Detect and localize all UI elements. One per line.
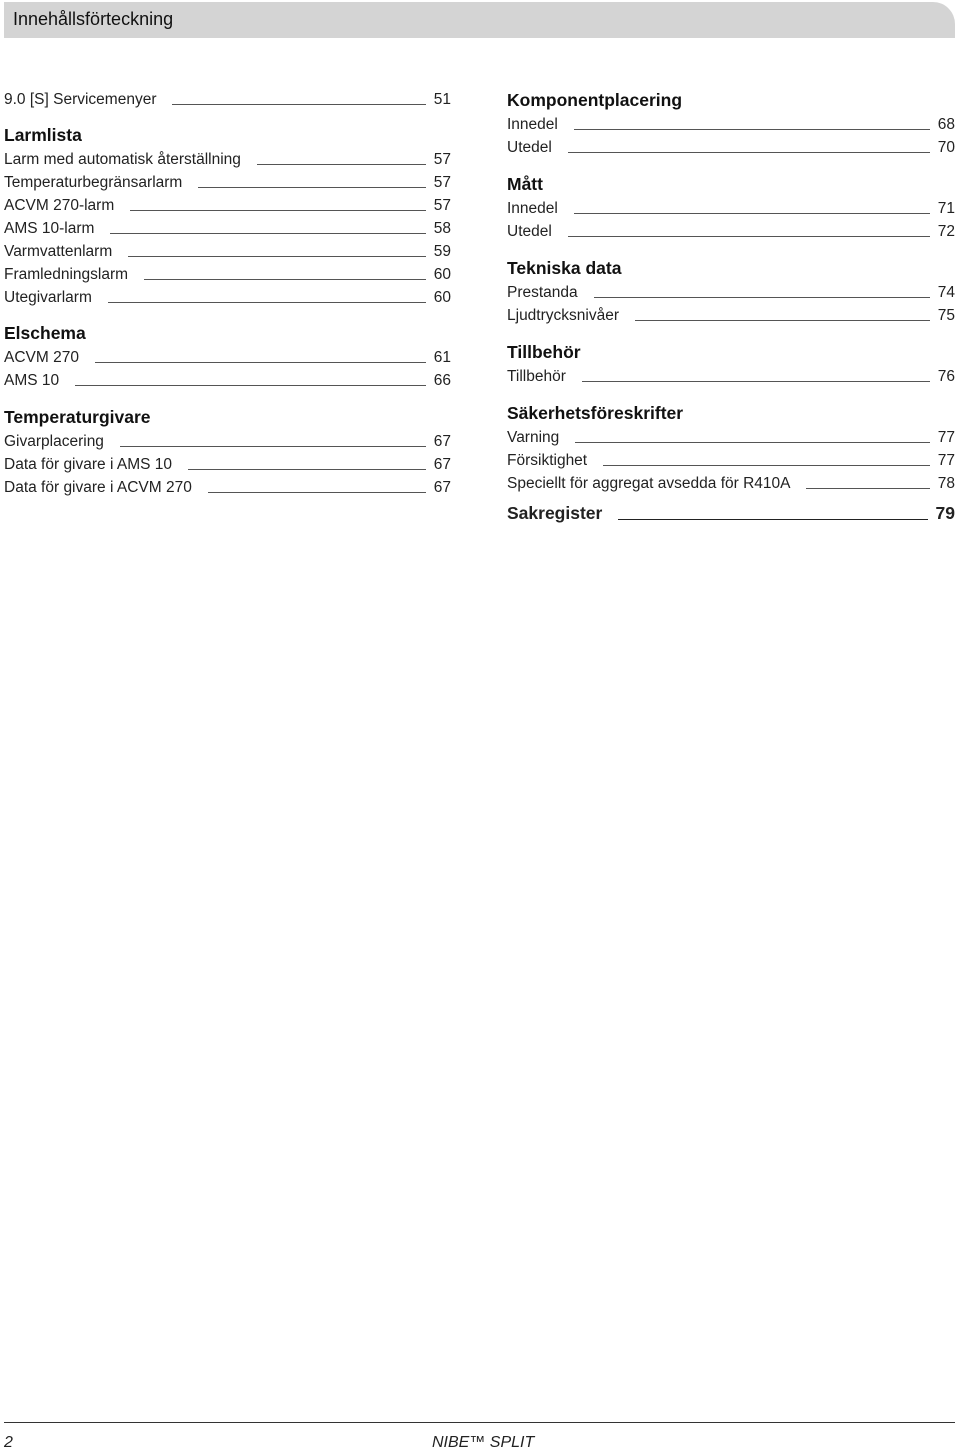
toc-entry-label: Utedel [507,223,552,240]
toc-entry-label: Prestanda [507,284,578,301]
leader-line [128,256,426,257]
section-heading: Elschema [4,323,86,343]
toc-entry-label: Utegivarlarm [4,289,92,306]
page-title: Innehållsförteckning [13,9,174,29]
toc-entry-page: 74 [937,284,955,301]
leader-line [130,210,426,211]
toc-entry-label: Utedel [507,139,552,156]
leader-line [172,104,425,105]
toc-entry[interactable] [507,282,955,302]
toc-entry-page: 68 [937,116,955,133]
toc-entry-label: AMS 10 [4,372,60,389]
leader-line [110,233,425,234]
footer-page-number: 2 [4,1434,13,1451]
toc-entry-page: 76 [937,368,955,385]
toc-entry-label: 9.0 [S] Servicemenyer [4,91,157,108]
toc-entry[interactable] [4,89,451,109]
toc-entry-page: 67 [433,479,451,496]
section-heading: Tillbehör [507,342,581,362]
toc-entry-label: Framledningslarm [4,266,129,283]
toc-entry[interactable] [507,450,955,470]
toc-entry-page: 57 [433,174,451,191]
toc-entry[interactable] [507,137,955,157]
leader-line [75,385,426,386]
toc-entry-page: 57 [433,151,451,168]
toc-entry[interactable] [4,264,451,284]
leader-line [603,465,930,466]
leader-line [257,164,426,165]
toc-entry[interactable] [4,347,451,367]
toc-entry[interactable] [4,454,451,474]
toc-entry-label: ACVM 270 [4,349,79,366]
leader-line [582,381,930,382]
toc-entry-label: Varmvattenlarm [4,243,113,260]
toc-entry-page: 71 [937,200,955,217]
leader-line [574,129,930,130]
toc-entry-label: Innedel [507,116,558,133]
section-heading: Larmlista [4,125,82,145]
toc-entry-label: Försiktighet [507,452,588,469]
toc-entry-page: 67 [433,456,451,473]
toc-entry-page: 59 [433,243,451,260]
toc-entry[interactable] [507,198,955,218]
toc-entry[interactable] [507,114,955,134]
toc-entry-label: Varning [507,429,560,446]
toc-entry-label: Sakregister [507,503,603,523]
toc-entry-page: 79 [935,503,955,523]
section-heading: Temperaturgivare [4,407,151,427]
toc-entry-page: 75 [937,307,955,324]
toc-entry-page: 77 [937,452,955,469]
toc-entry[interactable] [507,221,955,241]
section-heading: Säkerhetsföreskrifter [507,403,684,423]
leader-line [108,302,426,303]
leader-line [568,152,930,153]
section-heading: Tekniska data [507,258,622,278]
section-heading: Komponentplacering [507,90,683,110]
toc-entry-label: Speciellt för aggregat avsedda för R410A [507,475,791,492]
toc-entry[interactable] [4,218,451,238]
toc-entry-page: 51 [433,91,451,108]
header-bar [4,2,955,38]
leader-line [208,492,426,493]
footer-brand: NIBE™ SPLIT [432,1434,535,1451]
toc-entry[interactable] [4,241,451,261]
toc-entry[interactable] [4,195,451,215]
toc-entry[interactable] [4,370,451,390]
toc-entry-page: 70 [937,139,955,156]
leader-line [618,519,927,520]
toc-entry-label: Givarplacering [4,433,104,450]
toc-entry-label: AMS 10-larm [4,220,95,237]
toc-entry-label: Data för givare i ACVM 270 [4,479,192,496]
toc-entry-label: Innedel [507,200,558,217]
section-heading: Mått [507,174,543,194]
toc-entry-page: 57 [433,197,451,214]
toc-entry-label: Temperaturbegränsarlarm [4,174,183,191]
leader-line [574,213,930,214]
toc-entry[interactable] [4,172,451,192]
toc-entry-label: Tillbehör [507,368,566,385]
leader-line [806,488,929,489]
toc-entry-page: 66 [433,372,451,389]
toc-entry[interactable] [4,149,451,169]
toc-entry-label: Data för givare i AMS 10 [4,456,172,473]
toc-entry[interactable] [4,477,451,497]
toc-entry-label: Larm med automatisk återställning [4,151,241,168]
leader-line [144,279,426,280]
toc-entry-label: ACVM 270-larm [4,197,115,214]
toc-entry-page: 77 [937,429,955,446]
toc-entry[interactable] [4,431,451,451]
toc-entry-page: 60 [433,266,451,283]
toc-entry[interactable] [507,305,955,325]
toc-entry[interactable] [507,366,955,386]
toc-entry-page: 61 [433,349,451,366]
toc-entry-sakregister[interactable] [507,504,955,524]
toc-entry-label: Ljudtrycksnivåer [507,307,619,324]
leader-line [188,469,426,470]
toc-entry-page: 58 [433,220,451,237]
toc-entry[interactable] [507,473,955,493]
leader-line [120,446,426,447]
toc-entry-page: 60 [433,289,451,306]
toc-entry[interactable] [507,427,955,447]
leader-line [198,187,425,188]
leader-line [635,320,930,321]
leader-line [594,297,930,298]
toc-entry[interactable] [4,287,451,307]
toc-entry-page: 78 [937,475,955,492]
leader-line [95,362,426,363]
leader-line [568,236,930,237]
toc-entry-page: 67 [433,433,451,450]
toc-entry-page: 72 [937,223,955,240]
footer-divider [4,1422,955,1423]
leader-line [575,442,929,443]
